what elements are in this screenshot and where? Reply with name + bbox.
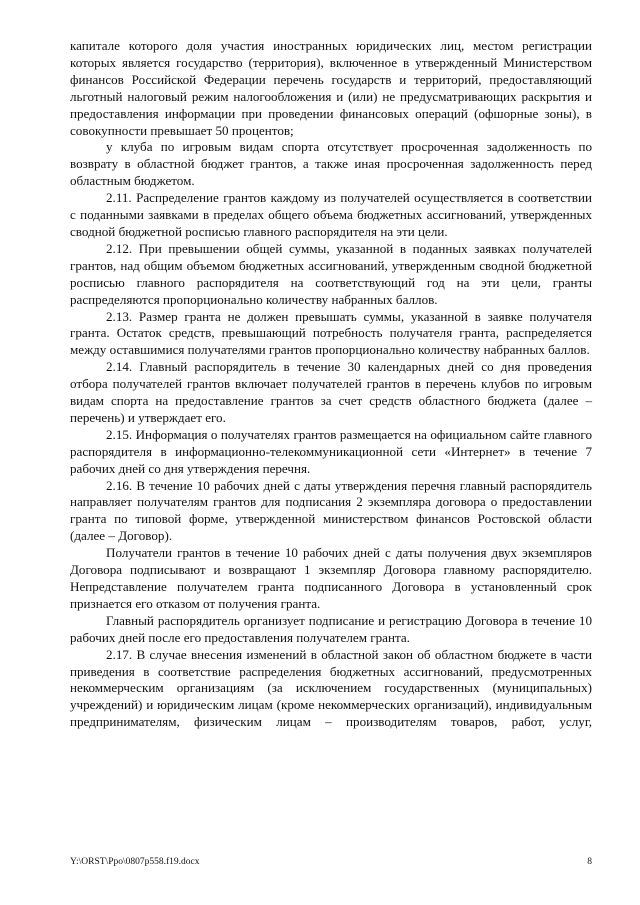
paragraph-registration: Главный распорядитель организует подписание и регистрацию Договора в течение 10 рабочих дней после его предоставления получателем гранта. xyxy=(70,612,592,645)
paragraph-continuation: капитале которого доля участия иностранных юридических лиц, местом регистрации которых является государство (территория), включенное в утвержденный Министерством финансов Российской Федерации перечень государств и территорий, предоставляющий льготный налоговый режим налогообложения и (или) не предусматривающих раскрытия и предоставления информации при проведении финансовых операций (офшорные зоны), в совокупности превышает 50 процентов; xyxy=(70,38,592,138)
paragraph-2-13: 2.13. Размер гранта не должен превышать суммы, указанной в заявке получателя гранта. Остаток средств, превышающий потребность получателя гранта, распределяется между оставшимися получателями грантов пропорционально количеству набранных баллов. xyxy=(70,308,592,358)
paragraph-2-12: 2.12. При превышении общей суммы, указанной в поданных заявках получателей грантов, над общим объемом бюджетных ассигнований, утвержденным сводной бюджетной росписью главного распорядителя на соответствующий год на эти цели, гранты распределяются пропорционально количеству набранных баллов. xyxy=(70,240,592,307)
document-body xyxy=(70,38,592,731)
page-footer xyxy=(70,857,592,867)
paragraph-2-16: 2.16. В течение 10 рабочих дней с даты утверждения перечня главный распорядитель направляет получателям грантов для подписания 2 экземпляра договора о предоставлении гранта по типовой форме, утвержденной министерством финансов Ростовской области (далее – Договор). xyxy=(70,477,592,544)
footer-page-number: 8 xyxy=(587,857,592,867)
paragraph-recipients-sign: Получатели грантов в течение 10 рабочих дней с даты получения двух экземпляров Договора подписывают и возвращают 1 экземпляр Договора главному распорядителю. Непредставление получателем гранта подписанного Договора в установленный срок признается его отказом от получения гранта. xyxy=(70,545,592,611)
paragraph-2-17: 2.17. В случае внесения изменений в областной закон об областном бюджете в части приведения в соответствие распределения бюджетных ассигнований, предусмотренных некоммерческим организациям (за исключением государственных (муниципальных) учреждений) и юридическим лицам (кроме некоммерческих организаций), индивидуальным предпринимателям, физическим лицам – производителям товаров, работ, услуг, xyxy=(70,646,592,730)
paragraph-2-11: 2.11. Распределение грантов каждому из получателей осуществляется в соответствии с поданными заявками в пределах общего объема бюджетных ассигнований, утвержденных сводной бюджетной росписью главного распорядителя на эти цели. xyxy=(70,190,592,239)
paragraph-club-debt: у клуба по игровым видам спорта отсутствует просроченная задолженность по возврату в областной бюджет грантов, а также иная просроченная задолженность перед областным бюджетом. xyxy=(70,139,592,189)
paragraph-2-14: 2.14. Главный распорядитель в течение 30 календарных дней со дня проведения отбора получателей грантов включает получателей грантов в перечень клубов по игровым видам спорта на предоставление грантов за счет средств областного бюджета (далее – перечень) и утверждает его. xyxy=(70,359,592,425)
paragraph-2-15: 2.15. Информация о получателях грантов размещается на официальном сайте главного распорядителя в информационно-телекоммуникационной сети «Интернет» в течение 7 рабочих дней со дня утверждения перечня. xyxy=(70,426,592,476)
footer-file-path: Y:\ORST\Ppo\0807p558.f19.docx xyxy=(70,857,200,867)
